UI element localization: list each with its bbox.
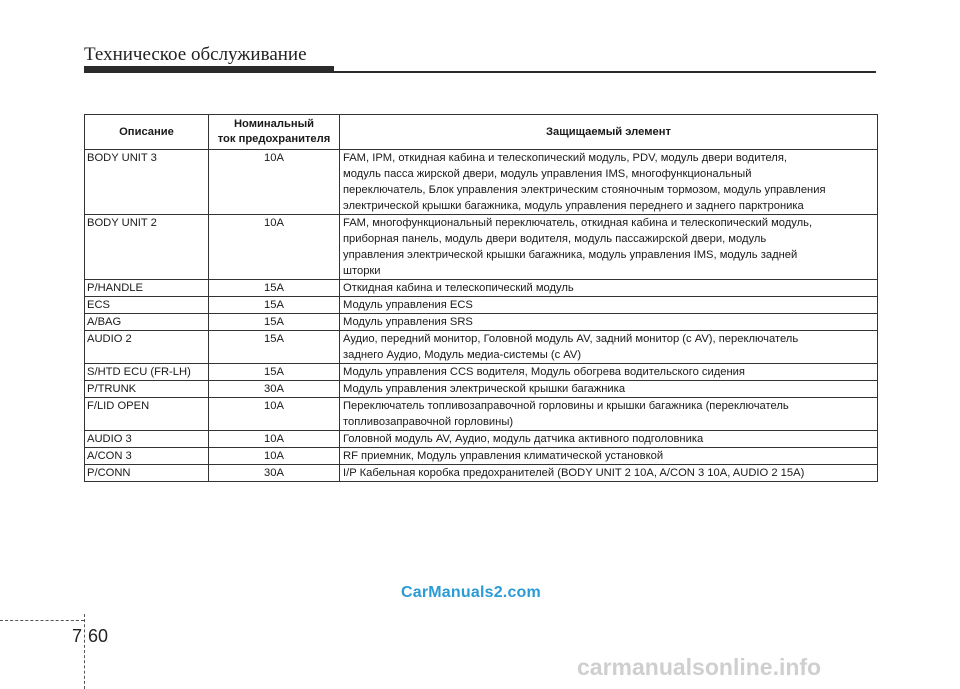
protected-component-cell (340, 431, 878, 448)
protected-component-cell (340, 331, 878, 364)
protected-component-line: топливозаправочной горловины) (343, 416, 514, 428)
fuse-rating-cell: 10A (209, 215, 340, 280)
protected-component-line: Модуль управления электрической крышки багажника (343, 383, 626, 395)
column-header-rating (209, 115, 340, 150)
page-corner-line (0, 620, 84, 621)
fuse-rating-cell: 15A (209, 297, 340, 314)
section-number: 7 (72, 626, 83, 646)
fuse-rating-cell: 30A (209, 465, 340, 482)
column-header-rating-line1: Номинальный (233, 118, 315, 130)
fuse-table-body (85, 150, 878, 482)
fuse-rating-cell: 15A (209, 280, 340, 297)
protected-component-line: заднего Аудио, Модуль медиа-системы (с AV) (343, 349, 582, 361)
table-row (85, 381, 878, 398)
fuse-rating-cell: 15A (209, 331, 340, 364)
table-row (85, 331, 878, 364)
protected-component-line: шторки (343, 265, 381, 277)
fuse-rating-cell: 10A (209, 448, 340, 465)
fuse-name-cell: F/LID OPEN (85, 398, 209, 431)
fuse-rating-cell: 10A (209, 150, 340, 215)
column-header-description: Описание (85, 115, 209, 150)
fuse-name-cell: ECS (85, 297, 209, 314)
page-header-title: Техническое обслуживание (84, 44, 307, 65)
table-row (85, 364, 878, 381)
table-row (85, 448, 878, 465)
protected-component-cell (340, 297, 878, 314)
protected-component-line: переключатель, Блок управления электрическим стояночным тормозом, модуль управления (343, 184, 826, 196)
protected-component-line: Модуль управления SRS (343, 316, 473, 328)
table-row (85, 150, 878, 215)
fuse-rating-cell: 30A (209, 381, 340, 398)
protected-component-line: Переключатель топливозаправочной горловины и крышки багажника (переключатель (343, 400, 789, 412)
protected-component-cell (340, 314, 878, 331)
table-row (85, 465, 878, 482)
protected-component-line: Модуль управления ECS (343, 299, 473, 311)
protected-component-line: Головной модуль AV, Аудио, модуль датчика активного подголовника (343, 433, 704, 445)
protected-component-cell (340, 215, 878, 280)
column-header-protected: Защищаемый элемент (340, 115, 878, 150)
table-row (85, 215, 878, 280)
fuse-name-cell: P/TRUNK (85, 381, 209, 398)
protected-component-cell (340, 381, 878, 398)
page-divider (84, 614, 85, 689)
fuse-rating-cell: 10A (209, 431, 340, 448)
protected-component-cell (340, 398, 878, 431)
fuse-name-cell: P/CONN (85, 465, 209, 482)
page-number: 60 (88, 626, 109, 646)
protected-component-cell (340, 448, 878, 465)
protected-component-line: FAM, IPM, откидная кабина и телескопический модуль, PDV, модуль двери водителя, (343, 152, 788, 164)
fuse-table (84, 114, 878, 482)
watermark-carmanuals2: CarManuals2.com (401, 584, 541, 601)
fuse-rating-cell: 15A (209, 364, 340, 381)
protected-component-line: модуль пасса жирской двери, модуль управления IMS, многофункциональный (343, 168, 752, 180)
table-row (85, 297, 878, 314)
protected-component-line: Откидная кабина и телескопический модуль (343, 282, 574, 294)
table-row (85, 314, 878, 331)
table-header-row (85, 115, 878, 150)
watermark-carmanualsonline: carmanualsonline.info (577, 654, 822, 680)
protected-component-line: управления электрической крышки багажника, модуль управления IMS, модуль задней (343, 249, 798, 261)
fuse-name-cell: BODY UNIT 2 (85, 215, 209, 280)
protected-component-line: Аудио, передний монитор, Головной модуль AV, задний монитор (с AV), переключатель (343, 333, 799, 345)
protected-component-line: FAM, многофункциональный переключатель, откидная кабина и телескопический модуль, (343, 217, 813, 229)
protected-component-line: электрической крышки багажника, модуль управления переднего и заднего парктроника (343, 200, 804, 212)
table-row (85, 280, 878, 297)
fuse-rating-cell: 15A (209, 314, 340, 331)
fuse-name-cell: A/BAG (85, 314, 209, 331)
column-header-rating-line2: ток предохранителя (217, 133, 331, 145)
header-rule-thin (334, 71, 876, 73)
fuse-rating-cell: 10A (209, 398, 340, 431)
fuse-name-cell: AUDIO 3 (85, 431, 209, 448)
fuse-name-cell: P/HANDLE (85, 280, 209, 297)
protected-component-line: приборная панель, модуль двери водителя, модуль пассажирской двери, модуль (343, 233, 767, 245)
protected-component-line: RF приемник, Модуль управления климатической установкой (343, 450, 664, 462)
fuse-name-cell: S/HTD ECU (FR-LH) (85, 364, 209, 381)
fuse-name-cell: BODY UNIT 3 (85, 150, 209, 215)
fuse-name-cell: A/CON 3 (85, 448, 209, 465)
protected-component-cell (340, 364, 878, 381)
table-row (85, 431, 878, 448)
protected-component-line: Модуль управления CCS водителя, Модуль обогрева водительского сидения (343, 366, 745, 378)
header-rule-thick (84, 66, 334, 73)
table-row (85, 398, 878, 431)
protected-component-cell (340, 465, 878, 482)
fuse-name-cell: AUDIO 2 (85, 331, 209, 364)
protected-component-cell (340, 280, 878, 297)
protected-component-cell (340, 150, 878, 215)
protected-component-line: I/P Кабельная коробка предохранителей (BODY UNIT 2 10A, A/CON 3 10A, AUDIO 2 15A) (343, 467, 805, 479)
